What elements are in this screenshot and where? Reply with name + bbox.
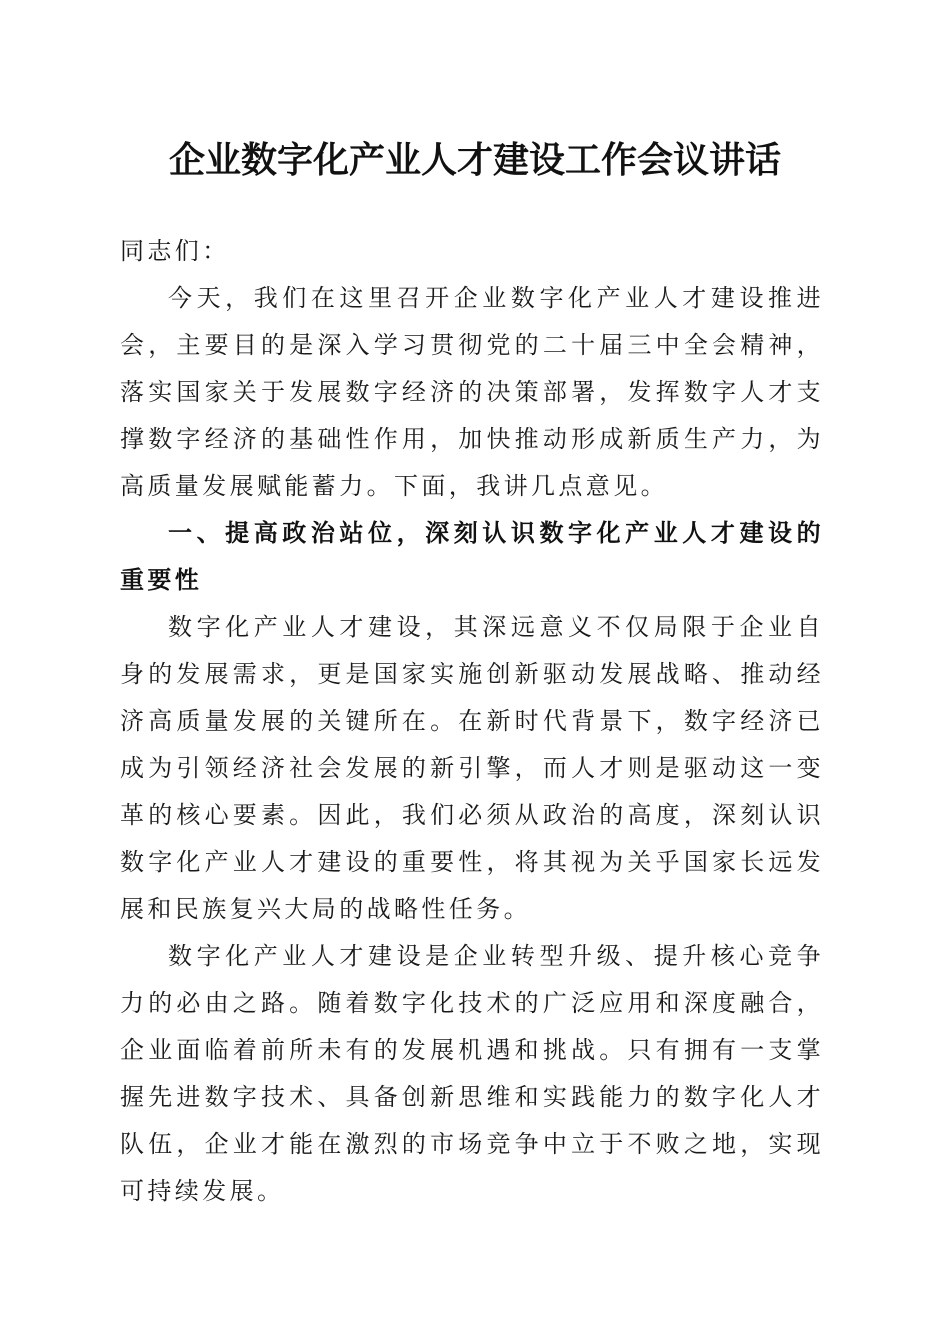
section1-paragraph: 数字化产业人才建设是企业转型升级、提升核心竞争力的必由之路。随着数字化技术的广泛应用和深度融合，企业面临着前所未有的发展机遇和挑战。只有拥有一支掌握先进数字技术、具备创新思维和实践能力的数字化人才队伍，企业才能在激烈的市场竞争中立于不败之地，实现可持续发展。 (120, 942, 824, 1205)
section-heading-1: 一、提高政治站位，深刻认识数字化产业人才建设的重要性 (120, 519, 824, 594)
document-title: 企业数字化产业人才建设工作会议讲话 (168, 139, 781, 181)
intro-paragraph: 今天，我们在这里召开企业数字化产业人才建设推进会，主要目的是深入学习贯彻党的二十届三中全会精神，落实国家关于发展数字经济的决策部署，发挥数字人才支撑数字经济的基础性作用，加快推动形成新质生产力，为高质量发展赋能蓄力。下面，我讲几点意见。 (120, 284, 824, 500)
document-body (120, 228, 824, 1215)
salutation: 同志们： (120, 237, 230, 265)
section1-paragraph: 数字化产业人才建设，其深远意义不仅局限于企业自身的发展需求，更是国家实施创新驱动发展战略、推动经济高质量发展的关键所在。在新时代背景下，数字经济已成为引领经济社会发展的新引擎，而人才则是驱动这一变革的核心要素。因此，我们必须从政治的高度，深刻认识数字化产业人才建设的重要性，将其视为关乎国家长远发展和民族复兴大局的战略性任务。 (120, 613, 824, 923)
